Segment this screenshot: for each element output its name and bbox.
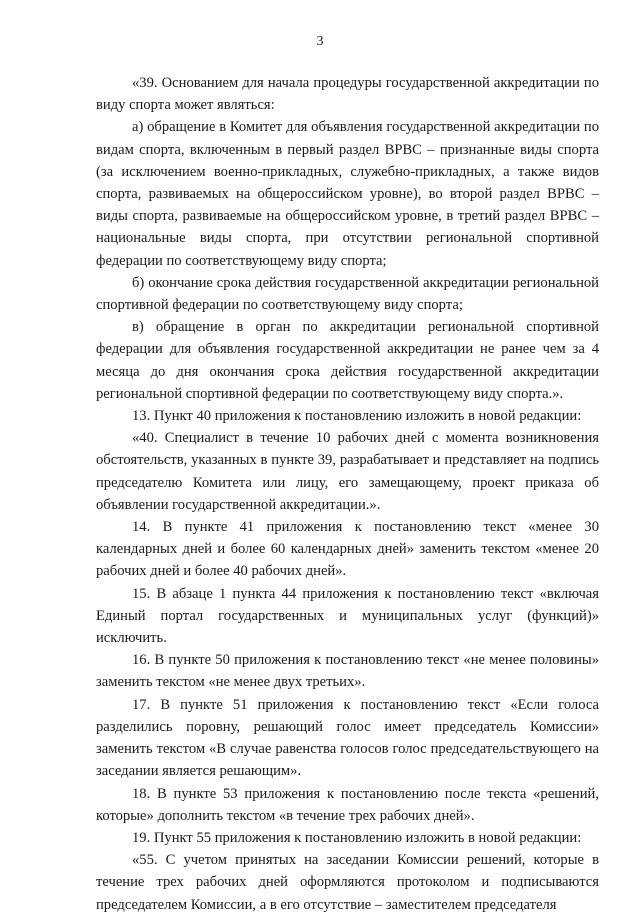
paragraph-39-intro: «39. Основанием для начала процедуры государственной аккредитации по виду спорта может являться:: [96, 75, 599, 114]
paragraph-item-16: 16. В пункте 50 приложения к постановлению текст «не менее половины» заменить текстом «не менее двух третьих».: [96, 652, 599, 691]
page-number: 3: [316, 34, 324, 49]
paragraph-item-14: 14. В пункте 41 приложения к постановлению текст «менее 30 календарных дней и более 60 календарных дней» заменить текстом «менее 20 рабочих дней и более 40 рабочих дней».: [96, 519, 599, 580]
paragraph-55-text: «55. С учетом принятых на заседании Комиссии решений, которые в течение трех рабочих дней оформляются протоколом и подписываются председателем Комиссии, а в его отсутствие – заместителем председателя: [96, 852, 599, 913]
paragraph-item-19: 19. Пункт 55 приложения к постановлению изложить в новой редакции:: [132, 829, 582, 846]
paragraph-39-v: в) обращение в орган по аккредитации региональной спортивной федерации для объявления государственной аккредитации не ранее чем за 4 месяца до дня окончания срока действия государственной аккредитации региональной спортивной федерации по соответствующему виду спорта.».: [96, 319, 599, 402]
paragraph-item-13: 13. Пункт 40 приложения к постановлению изложить в новой редакции:: [132, 408, 582, 425]
paragraph-40-text: «40. Специалист в течение 10 рабочих дней с момента возникновения обстоятельств, указанных в пункте 39, разрабатывает и представляет на подпись председателю Комитета или лицу, его замещающему, проект приказа об объявлении государственной аккредитации.».: [96, 430, 599, 513]
paragraph-item-15: 15. В абзаце 1 пункта 44 приложения к постановлению текст «включая Единый портал государственных и муниципальных услуг (функций)» исключить.: [96, 585, 599, 647]
paragraph-item-18: 18. В пункте 53 приложения к постановлению после текста «решений, которые» дополнить текстом «в течение трех рабочих дней».: [96, 785, 599, 824]
document-body: [96, 72, 599, 916]
paragraph-39-a: а) обращение в Комитет для объявления государственной аккредитации по видам спорта, включенным в первый раздел ВРВС – признанные виды спорта (за исключением военно-прикладных, служебно-прикладных, а также видов спорта, развиваемых на общероссийском уровне), во второй раздел ВРВС – виды спорта, развиваемые на общероссийском уровне, в третий раздел ВРВС – национальные виды спорта, при отсутствии региональной спортивной федерации по соответствующему виду спорта;: [96, 119, 599, 269]
paragraph-item-17: 17. В пункте 51 приложения к постановлению текст «Если голоса разделились поровну, решающий голос имеет председатель Комиссии» заменить текстом «В случае равенства голосов голос председательствующего на заседании является решающим».: [96, 696, 599, 780]
paragraph-39-b: б) окончание срока действия государственной аккредитации региональной спортивной федерации по соответствующему виду спорта;: [96, 274, 599, 314]
